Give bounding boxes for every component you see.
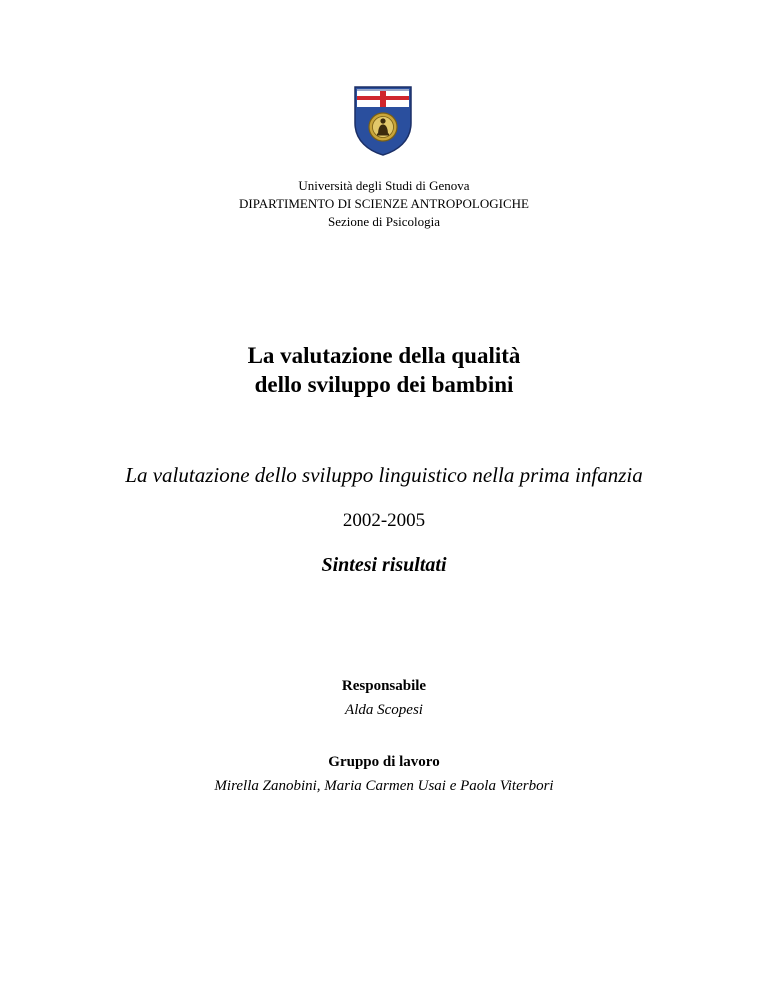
responsible-name: Alda Scopesi xyxy=(345,702,423,718)
summary-heading: Sintesi risultati xyxy=(321,554,447,576)
document-title-line-2: dello sviluppo dei bambini xyxy=(254,372,514,397)
document-subtitle: La valutazione dello sviluppo linguistico nella prima infanzia xyxy=(125,463,643,487)
university-name: Università degli Studi di Genova xyxy=(298,178,470,193)
project-years: 2002-2005 xyxy=(342,510,426,531)
section-name: Sezione di Psicologia xyxy=(328,214,440,229)
work-group-label: Gruppo di lavoro xyxy=(328,754,440,770)
responsible-label: Responsabile xyxy=(341,678,427,694)
university-crest-icon xyxy=(353,85,413,157)
work-group-names: Mirella Zanobini, Maria Carmen Usai e Paola Viterbori xyxy=(214,778,554,794)
department-name: DIPARTIMENTO DI SCIENZE ANTROPOLOGICHE xyxy=(239,196,529,211)
document-title-line-1: La valutazione della qualità xyxy=(247,343,521,368)
